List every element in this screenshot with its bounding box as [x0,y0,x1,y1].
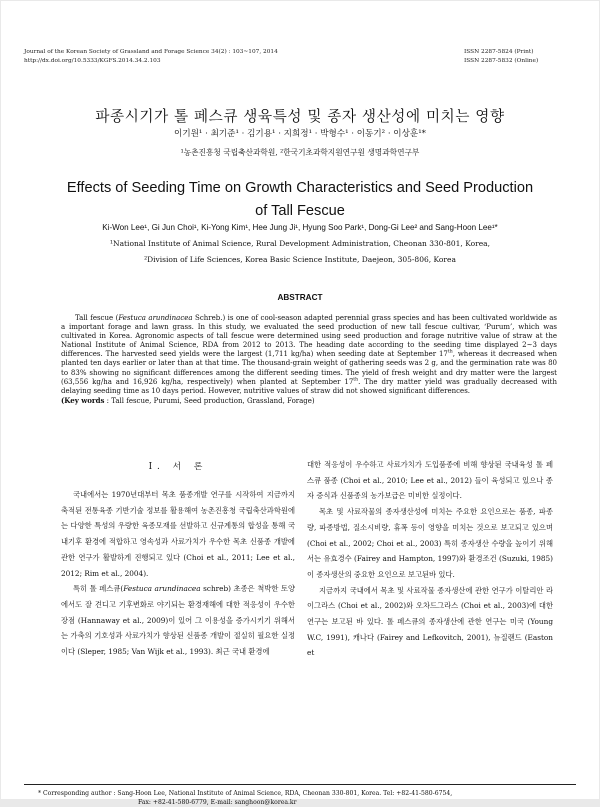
keywords-list: : Tall fescue, Purumi, Seed production, Grassland, Forage) [104,396,315,405]
ordinal-suffix: th [447,350,453,356]
left-column [61,487,295,660]
korean-authors: 이기원¹ · 최기준¹ · 김기용¹ · 지희정¹ · 박형수¹ · 이동기² · 이상훈¹* [174,129,426,139]
footnote-divider [24,784,576,785]
abstract-text: Schreb.) is one of cool-season adapted perennial grass species and has been cultivated worldwide as a important forage and lawn grass. In this study, we evaluated the seed production of new tall fescue cultivar, ‘Purum’, which was cultivated in Korea. Agronomic aspects of tall fescue were determined using seed production and forage nutritive value of straw at the National Institute of Animal Science, RDA from 2012 to 2013. The heading date according to the seeding time displayed 2~3 days differences. The harvested seed yields were the largest (1,711 kg/ha) when seeding date at September 17 [61,314,557,359]
abstract-body [61,314,557,406]
right-column [307,457,553,661]
keywords [61,396,557,406]
english-title-line1: Effects of Seeding Time on Growth Characteristics and Seed Production [66,180,534,196]
species-name: Festuca arundinacea [123,584,201,594]
corresponding-author-footnote [38,789,578,807]
journal-citation: Journal of the Korean Society of Grassland and Forage Science 34(2) : 103~107, 2014 [24,49,278,55]
paper-page [1,1,599,807]
ordinal-suffix: th [353,377,359,383]
body-text: 특히 톨 페스큐( [73,584,124,594]
english-affiliation-2: ²Division of Life Sciences, Korea Basic Science Institute, Daejeon, 305-806, Korea [144,255,456,264]
issn-online: ISSN 2287-5832 (Online) [464,58,539,64]
abstract-text: , whereas it decreased when planted ten days earlier or later than at that time. The thousand-grain weight of gathering seeds was 2 g, and the germination rate was 80 to 83% showing no significant differences among the different seeding times. The yield of fresh weight and dry matter were the largest (63,556 kg/ha and 16,926 kg/ha, respectively) when planted at September 17 [61,350,557,386]
korean-affiliation: ¹농촌진흥청 국립축산과학원, ²한국기초과학지원연구원 생명과학연구부 [180,148,420,157]
abstract-text: Tall fescue ( [75,314,119,322]
korean-title: 파종시기가 톨 페스큐 생육특성 및 종자 생산성에 미치는 영향 [95,108,505,125]
english-title [1,177,599,223]
issn-print: ISSN 2287-5824 (Print) [464,49,534,55]
doi-link[interactable]: http://dx.doi.org/10.5333/KGFS.2014.34.2.103 [24,58,161,64]
footnote-line: Fax: +82-41-580-6779, E-mail: sanghoon@korea.kr [138,799,297,807]
section-heading-introduction: Ⅰ. 서 론 [148,462,208,472]
english-affiliation-1: ¹National Institute of Animal Science, Rural Development Administration, Cheonan 330-801, Korea, [110,239,490,248]
body-paragraph: 지금까지 국내에서 목초 및 사료작물 종자생산에 관한 연구가 이탈리안 라이그라스 (Choi et al., 2002)와 오차드그라스 (Choi et al., 2003)에 대한 연구는 보고된 바 있다. 톨 페스큐의 종자생산에 관한 연구는 미국 (Young W.C, 1991), 캐나다 (Fairey and Lefkovitch, 2001), 뉴질랜드 (Easton et [307,585,553,658]
footnote-line: * Corresponding author : Sang-Hoon Lee, National Institute of Animal Science, RDA, Cheonan 330-801, Korea. Tel: +82-41-580-6754, [38,790,453,797]
english-title-line2: of Tall Fescue [255,203,345,219]
species-name: Festuca arundinacea [118,314,193,322]
english-authors: Ki-Won Lee¹, Gi Jun Choi¹, Ki-Yong Kim¹, Hee Jung Ji¹, Hyung Soo Park¹, Dong-Gi Lee² and Sang-Hoon Lee¹* [102,223,498,232]
body-paragraph: 국내에서는 1970년대부터 목초 품종개발 연구를 시작하여 지금까지 축적된 전통육종 기반기술 정보를 활용해여 농촌진흥청 국립축산과학원에는 다양한 특성의 우량한 육종모재를 선발하고 신규계통의 합성을 통해 국내기후 환경에 적합하고 영속성과 사료가치가 우수한 목초 신품종 개발에 관한 연구가 활발하게 진행되고 있다 (Choi et al., 2011; Lee et al., 2012; Rim et al., 2004). [61,490,295,578]
abstract-text: . The dry matter yield was gradually decreased with delaying seeding time as 10 days period. However, nutritive values of straw did not showed significant differences. [61,377,558,395]
body-paragraph: 대한 적응성이 우수하고 사료가치가 도입품종에 비해 향상된 국내육성 톨 페스큐 품종 (Choi et al., 2010; Lee et al., 2012) 들이 육성되고 있으나 종자 증식과 신품종의 농가보급은 미비한 실정이다. [307,460,553,501]
body-paragraph: 목초 및 사료작물의 종자생산성에 미치는 주요한 요인으로는 품종, 파종량, 파종방법, 질소시비량, 휴폭 등이 영향을 미치는 것으로 보고되고 있으며 (Choi et al., 2002; Choi et al., 2003) 특히 종자생산 수량을 높이기 위해서는 유효경수 (Fairey and Hampton, 1997)와 환경조건 (Suzuki, 1985) 이 종자생산의 중요한 요인으로 보고된바 있다. [307,507,553,579]
keywords-label: (Key words [61,395,105,405]
abstract-heading: ABSTRACT [277,293,323,302]
body-paragraph [61,581,295,660]
body-text: schreb) 초종은 척박한 토양에서도 잘 견디고 기후변화로 야기되는 환경재해에 대한 적응성이 우수한 장점 (Hannaway et al., 2009)이 있어 그 이용성을 증가시키기 위해서는 가축의 기호성과 사료가치가 향상된 신품종 개발이 절실히 필요한 실정이다 (Sleper, 1985; Van Wijk et al., 1993). 최근 국내 환경에 [61,584,295,657]
abstract-paragraph [61,314,557,396]
